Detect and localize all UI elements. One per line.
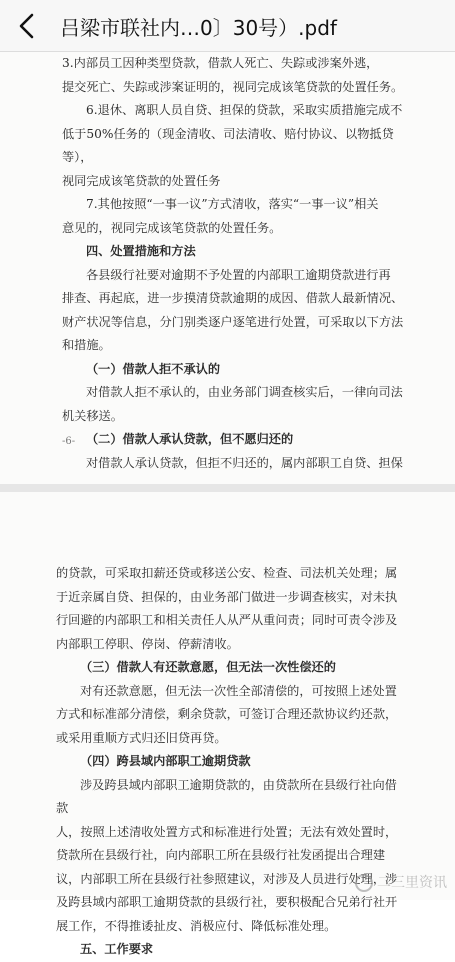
- section-heading: 五、工作要求: [80, 942, 154, 956]
- text-line: 行回避的内部职工和相关责任人从严从重问责；同时可责令涉及: [56, 613, 398, 627]
- text-line: 贷款所在县级行社，向内部职工所在县级行社发函提出合理建: [56, 848, 386, 862]
- text-line: 内部职工停职、停岗、停薪清收。: [56, 636, 239, 651]
- text-line: 对借款人承认贷款，但拒不归还的，属内部职工自贷、担保: [86, 455, 403, 470]
- pdf-page-6: [0, 52, 455, 484]
- text-line: 3.内部员工因种类型贷款，借款人死亡、失踪或涉案外逃，: [62, 56, 379, 70]
- text-line: 各县级行社要对逾期不予处置的内部职工逾期贷款进行再: [86, 267, 391, 282]
- text-line: 及跨县域内部职工逾期贷款的县级行社，要积极配合兄弟行社开: [56, 895, 398, 909]
- text-line: 议，内部职工所在县级行社参照建议，对涉及人员进行处理，涉: [56, 871, 398, 886]
- text-line: 财产状况等信息，分门别类逐户逐笔进行处置，可采取以下方法: [62, 314, 404, 329]
- subsection-heading: （一）借款人拒不承认的: [86, 361, 221, 376]
- text-line: 展工作，不得推诿扯皮、消极应付、降低标准处理。: [56, 918, 337, 933]
- section-heading: 四、处置措施和方法: [86, 244, 196, 258]
- text-line: 对有还款意愿，但无法一次性全部清偿的，可按照上述处置: [80, 683, 397, 698]
- document-title: 吕梁市联社内…0〕30号）.pdf: [60, 16, 337, 40]
- text-line: 人，按照上述清收处置方式和标准进行处置；无法有效处置时，: [56, 824, 398, 839]
- text-line: 于近亲属自贷、担保的，由业务部门做进一步调查核实，对未执: [56, 589, 398, 604]
- page-number: -6-: [62, 436, 76, 447]
- page-text: [62, 52, 414, 475]
- text-line: 方式和标准部分清偿，剩余贷款，可签订合理还款协议约还款，: [56, 707, 398, 721]
- text-line: 机关移送。: [62, 408, 123, 423]
- text-line: 涉及跨县域内部职工逾期贷款的，由贷款所在县级行社向借款: [56, 777, 397, 815]
- text-line: 提交死亡、失踪或涉案证明的，视同完成该笔贷款的处置任务。: [62, 79, 404, 94]
- subsection-heading: （三）借款人有还款意愿，但无法一次性偿还的: [80, 660, 336, 674]
- text-line: 视同完成该笔贷款的处置任务: [62, 173, 221, 188]
- page-text: [56, 562, 408, 962]
- text-line: 对借款人拒不承认的，由业务部门调查核实后，一律向司法: [86, 385, 403, 399]
- watermark-logo-icon: [355, 874, 373, 892]
- page-separator: [0, 484, 455, 492]
- text-line: 7.其他按照“一事一议”方式清收，落实“一事一议”相关: [86, 197, 379, 211]
- watermark-text: 二三里资讯: [377, 875, 447, 891]
- text-line: 意见的，视同完成该笔贷款的处置任务。: [62, 220, 282, 235]
- top-bar: [0, 0, 455, 52]
- text-line: 和措施。: [62, 338, 111, 352]
- pdf-page-7: [0, 492, 455, 956]
- text-line: 6.退休、离职人员自贷、担保的贷款，采取实质措施完成不: [86, 103, 403, 117]
- text-line: 低于50%任务的（现金清收、司法清收、赔付协议、以物抵贷等），: [62, 126, 394, 164]
- text-line: 或采用重顺方式归还旧贷再贷。: [56, 730, 227, 745]
- back-arrow-icon[interactable]: [14, 10, 42, 42]
- subsection-heading: （二）借款人承认贷款，但不愿归还的: [86, 432, 294, 446]
- text-line: 的贷款，可采取扣薪还贷或移送公安、检查、司法机关处理；属: [56, 566, 398, 580]
- subsection-heading: （四）跨县域内部职工逾期贷款: [80, 754, 251, 768]
- watermark: [355, 872, 447, 892]
- text-line: 排查、再起底，进一步摸清贷款逾期的成因、借款人最新情况、: [62, 291, 404, 305]
